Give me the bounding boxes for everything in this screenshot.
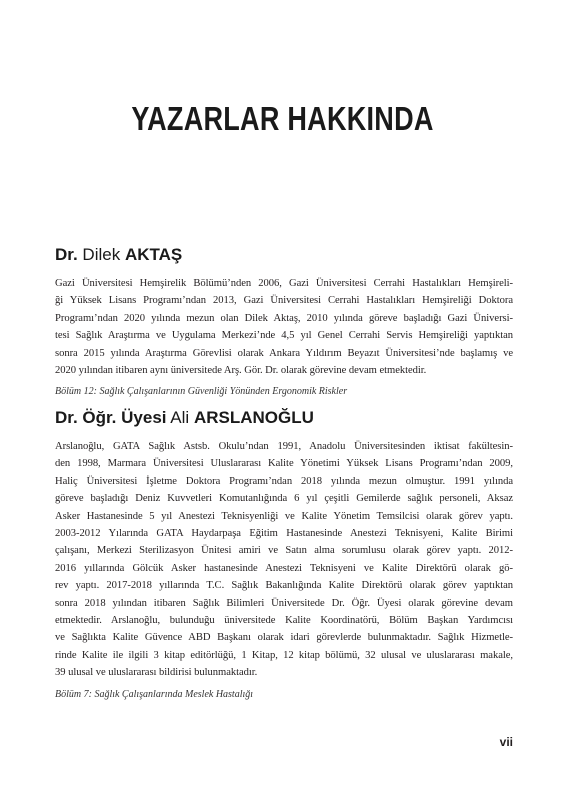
author-name bbox=[55, 408, 513, 428]
bio-line: 39 ulusal ve uluslararası bildirisi bulunmaktadır. bbox=[55, 667, 258, 679]
bio-line: 2020 yılından itibaren aynı üniversitede Arş. Gör. Dr. olarak görevine devam etmektedir. bbox=[55, 365, 427, 377]
page-number: vii bbox=[499, 735, 513, 749]
author-surname: AKTAŞ bbox=[124, 245, 183, 264]
bio-line: çalışanı, Merkezi Sterilizasyon Ünitesi amiri ve Satın alma sorumlusu olarak görev yaptı. 2012- bbox=[55, 545, 513, 557]
author-bio bbox=[55, 275, 513, 379]
author-given-name: Ali bbox=[170, 408, 190, 427]
bio-line: sonra 2015 yılında Araştırma Görevlisi olarak Ankara Yıldırım Beyazıt Üniversitesi’nde başlamış ve bbox=[55, 347, 513, 359]
bio-line: den 1998, Marmara Üniversitesi Uluslararası Kalite Yönetimi Yüksek Lisans Programı’ndan 2009, bbox=[55, 458, 513, 470]
bio-line: Programı’ndan 2020 yılında mezun olan Dilek Aktaş, 2010 yılında göreve başladığı Gazi Üniversi- bbox=[55, 312, 513, 324]
bio-line: Arslanoğlu, GATA Sağlık Astsb. Okulu’ndan 1991, Anadolu Üniversitesinden iktisat fakültesin- bbox=[55, 441, 513, 452]
bio-line: 2003-2012 Yılarında GATA Haydarpaşa Eğitim Hastanesinde Anestezi Teknisyeni, Kalite Birimi bbox=[55, 528, 513, 540]
bio-line: Asker Hastanesinde 5 yıl Anestezi Teknisyenliği ve Kalite Yönetim Temsilcisi olarak görev yaptı. bbox=[55, 510, 513, 522]
bio-line: rinde Kalite ile ilgili 3 kitap editörlüğü, 1 Kitap, 12 kitap bölümü, 32 ulusal ve uluslararası makale, bbox=[55, 649, 513, 661]
bio-line: ve Sağlıkta Kalite Güvence ABD Başkanı olarak idari görevlerde bulunmaktadır. Sağlık Hizmetle- bbox=[55, 632, 513, 644]
author-given-name: Dilek bbox=[82, 245, 121, 264]
author-surname: ARSLANOĞLU bbox=[193, 408, 314, 427]
bio-line: rev yaptı. 2017-2018 yıllarında T.C. Sağlık Bakanlığında Kalite Direktörü olarak görev yaptıktan bbox=[55, 580, 513, 592]
author-honorific: Dr. bbox=[55, 245, 78, 264]
bio-line: etmektedir. Arslanoğlu, bulunduğu üniversitede Kalite Koordinatörü, Bölüm Başkan Yardımcısı bbox=[55, 615, 513, 627]
bio-line: tesi Sağlık Araştırma ve Uygulama Merkezi’nde 4,5 yıl Genel Cerrahi Servis Hemşireliği yaptıktan bbox=[55, 330, 513, 342]
author-bio bbox=[55, 438, 513, 682]
author-honorific: Dr. Öğr. Üyesi bbox=[55, 408, 167, 427]
author-section-arslanoglu bbox=[55, 408, 513, 700]
bio-line: 2016 yıllarında Gölcük Asker hastanesinde Anestezi Teknisyeni ve Kalite Direktörü olarak gö- bbox=[55, 562, 513, 574]
chapter-reference: Bölüm 12: Sağlık Çalışanlarının Güvenliği Yönünden Ergonomik Riskler bbox=[55, 386, 348, 398]
chapter-reference: Bölüm 7: Sağlık Çalışanlarında Meslek Hastalığı bbox=[55, 688, 254, 700]
author-name bbox=[55, 245, 513, 265]
bio-line: sonra 2018 yılından itibaren Sağlık Bilimleri Üniversitede Dr. Öğr. Üyesi olarak görevine devam bbox=[55, 597, 513, 609]
bio-line: Haliç Üniversitesi İşletme Doktora Programı’ndan 2018 yılında mezun olmuştur. 1991 yılında bbox=[55, 475, 513, 487]
page-title: YAZARLAR HAKKINDA bbox=[131, 100, 434, 137]
bio-line: Gazi Üniversitesi Hemşirelik Bölümü’nden 2006, Gazi Üniversitesi Cerrahi Hastalıkları Hemşireli- bbox=[55, 278, 513, 289]
author-section-aktas bbox=[55, 245, 513, 397]
bio-line: göreve başladığı Deniz Kuvvetleri Komutanlığında 6 yıl çeşitli Gemilerde sağlık personeli, Aksaz bbox=[55, 493, 513, 505]
bio-line: ği Yüksek Lisans Programı’ndan 2013, Gazi Üniversitesi Cerrahi Hastalıkları Hemşireliği Doktora bbox=[55, 295, 513, 307]
